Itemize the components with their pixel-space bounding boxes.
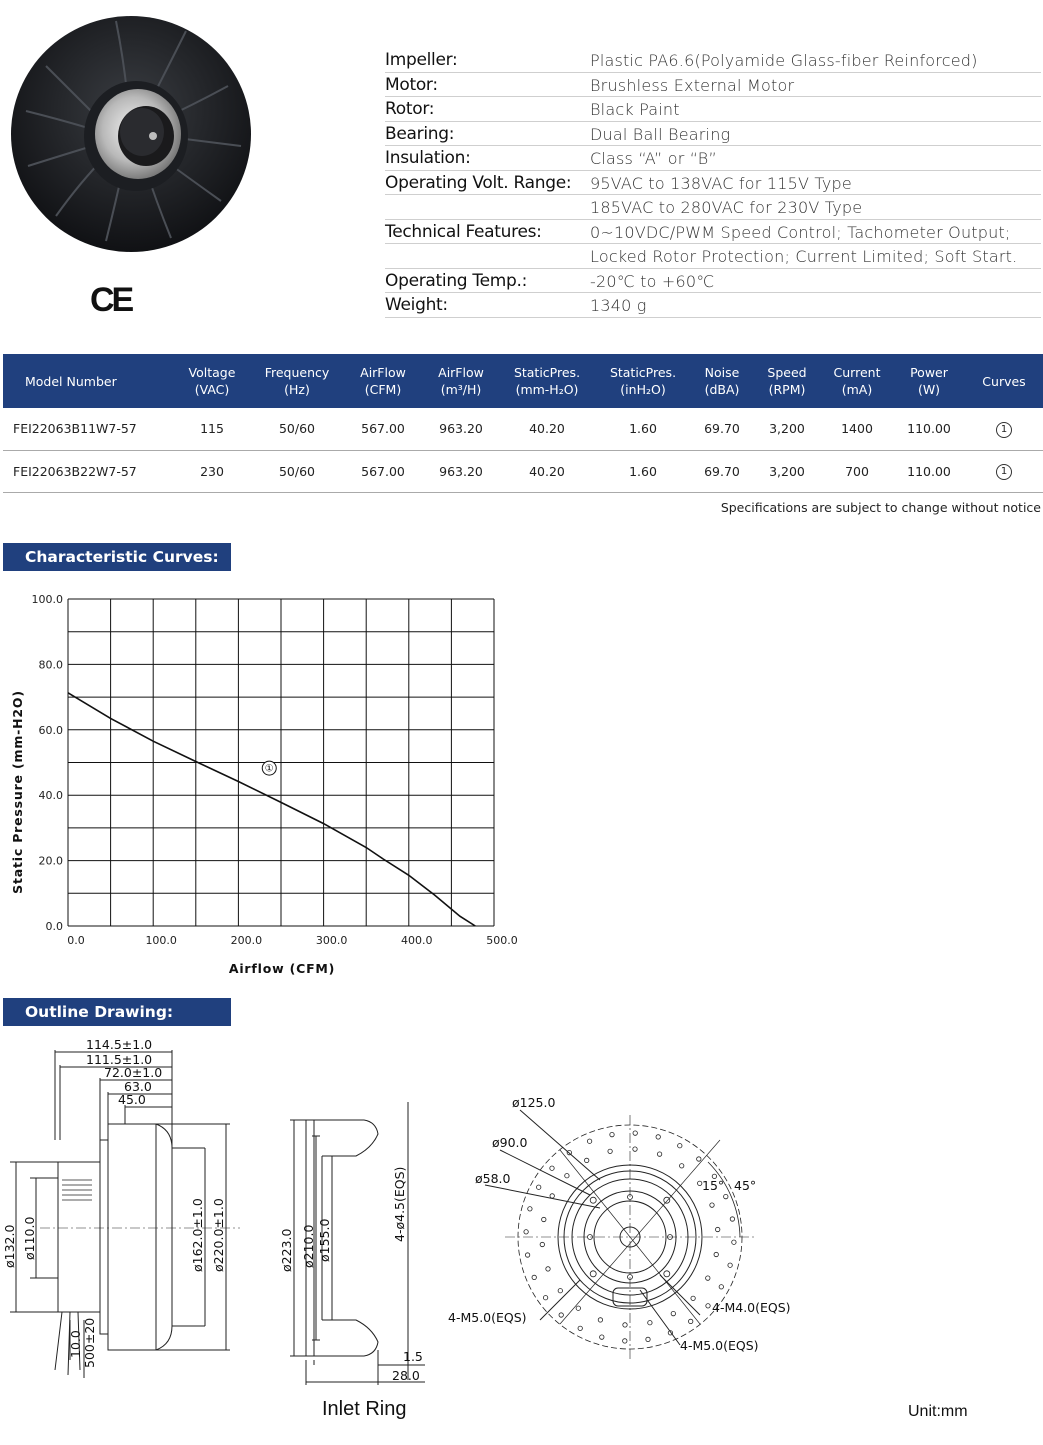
dim-label: 4-ø4.5(EQS) bbox=[392, 1166, 407, 1242]
hole-marker bbox=[565, 1174, 569, 1178]
spec-value: Plastic PA6.6(Polyamide Glass-fiber Reinforced) bbox=[590, 51, 978, 70]
characteristic-curve-chart bbox=[0, 580, 520, 980]
spec-value: 1340 g bbox=[590, 296, 647, 315]
hole-marker bbox=[587, 1139, 591, 1143]
chart-xlabel: Airflow (CFM) bbox=[228, 961, 336, 976]
cell-static-pres-in: 1.60 bbox=[595, 450, 691, 492]
hole-marker bbox=[728, 1263, 732, 1267]
curve-series-line bbox=[68, 693, 475, 926]
hole-marker bbox=[550, 1194, 554, 1198]
hole-marker bbox=[623, 1323, 627, 1327]
table-row bbox=[3, 450, 1043, 492]
header-current: Current (mA) bbox=[821, 354, 893, 408]
spec-value: Black Paint bbox=[590, 100, 680, 119]
dim-label: 111.5±1.0 bbox=[86, 1052, 153, 1067]
cell-static-pres-mm: 40.20 bbox=[499, 450, 595, 492]
header-airflow-m3h: AirFlow (m³/H) bbox=[423, 354, 499, 408]
hole-marker bbox=[646, 1337, 650, 1341]
spec-label: Insulation: bbox=[385, 148, 471, 168]
spec-row bbox=[385, 122, 1041, 147]
hole-marker bbox=[598, 1318, 602, 1322]
spec-value: Dual Ball Bearing bbox=[590, 124, 731, 144]
hole-marker bbox=[656, 1135, 660, 1139]
hole-marker bbox=[610, 1132, 614, 1136]
header-static-pres-mm: StaticPres. (mm-H₂O) bbox=[499, 354, 595, 408]
spec-row bbox=[385, 195, 1041, 220]
outline-drawing bbox=[0, 1030, 1043, 1400]
cell-current: 1400 bbox=[821, 408, 893, 450]
dim-label: ø132.0 bbox=[2, 1224, 17, 1268]
spec-value: Brushless External Motor bbox=[590, 75, 795, 95]
hole-marker bbox=[525, 1253, 529, 1257]
spec-value: 0~10VDC/PWM Speed Control; Tachometer Output; bbox=[590, 222, 1011, 242]
dim-label: 45.0 bbox=[118, 1092, 146, 1107]
cell-frequency: 50/60 bbox=[251, 408, 343, 450]
dim-label: 500±20 bbox=[82, 1317, 97, 1368]
hole-marker bbox=[524, 1230, 528, 1234]
spec-label: Technical Features: bbox=[385, 221, 542, 242]
spec-row bbox=[385, 97, 1041, 122]
dim-label: ø58.0 bbox=[475, 1171, 511, 1186]
header-speed: Speed (RPM) bbox=[753, 354, 821, 408]
x-tick-label: 100.0 bbox=[145, 934, 177, 947]
hole-marker bbox=[730, 1217, 734, 1221]
dim-label: 10.0 bbox=[68, 1330, 83, 1358]
dim-label: 72.0±1.0 bbox=[104, 1065, 163, 1080]
header-static-pres-in: StaticPres. (inH₂O) bbox=[595, 354, 691, 408]
hole-marker bbox=[657, 1152, 661, 1156]
spec-value: Locked Rotor Protection; Current Limited; Soft Start. bbox=[590, 247, 1018, 266]
hole-marker bbox=[528, 1207, 532, 1211]
hole-marker bbox=[590, 1271, 596, 1277]
y-tick-label: 40.0 bbox=[38, 789, 63, 803]
cell-power: 110.00 bbox=[893, 408, 965, 450]
dim-label: ø220.0±1.0 bbox=[211, 1198, 226, 1272]
curve-annotation-label: ① bbox=[264, 763, 274, 775]
spec-row bbox=[385, 73, 1041, 98]
ce-certification-mark: CE bbox=[90, 281, 132, 319]
table-header-row bbox=[3, 354, 1043, 408]
hole-marker bbox=[540, 1242, 544, 1246]
cell-airflow-m3h: 963.20 bbox=[423, 450, 499, 492]
dim-label: ø223.0 bbox=[279, 1228, 294, 1272]
dim-label: 4-M4.0(EQS) bbox=[712, 1300, 791, 1315]
cell-current: 700 bbox=[821, 450, 893, 492]
header-voltage: Voltage (VAC) bbox=[173, 354, 251, 408]
outline-section-title: Outline Drawing: bbox=[3, 998, 231, 1026]
header-frequency: Frequency (Hz) bbox=[251, 354, 343, 408]
model-table bbox=[3, 354, 1043, 493]
spec-label: Operating Volt. Range: bbox=[385, 172, 572, 193]
spec-row bbox=[385, 269, 1041, 294]
cell-frequency: 50/60 bbox=[251, 450, 343, 492]
hole-marker bbox=[691, 1296, 695, 1300]
header-power: Power (W) bbox=[893, 354, 965, 408]
cell-curves bbox=[965, 450, 1043, 492]
spec-row bbox=[385, 220, 1041, 245]
hole-marker bbox=[716, 1227, 720, 1231]
hole-marker bbox=[671, 1311, 675, 1315]
hole-marker bbox=[532, 1275, 536, 1279]
hole-marker bbox=[543, 1296, 547, 1300]
dim-label: ø155.0 bbox=[317, 1218, 332, 1262]
curve-number-badge: 1 bbox=[996, 464, 1012, 480]
hole-marker bbox=[546, 1267, 550, 1271]
dim-label: ø110.0 bbox=[22, 1216, 37, 1260]
spec-label: Bearing: bbox=[385, 123, 455, 144]
x-tick-label: 200.0 bbox=[230, 934, 263, 947]
dim-label: ø125.0 bbox=[512, 1095, 556, 1110]
cell-noise: 69.70 bbox=[691, 408, 753, 450]
hole-marker bbox=[608, 1149, 612, 1153]
chart-ylabel: Static Pressure (mm-H2O) bbox=[10, 690, 25, 894]
hole-marker bbox=[724, 1194, 728, 1198]
dim-label: 28.0 bbox=[392, 1368, 420, 1383]
y-tick-label: 80.0 bbox=[38, 658, 63, 672]
header-model-number: Model Number bbox=[3, 354, 173, 408]
y-tick-label: 100.0 bbox=[31, 593, 63, 606]
hole-marker bbox=[585, 1158, 589, 1162]
spec-row bbox=[385, 146, 1041, 171]
spec-value: Class “A” or “B” bbox=[590, 149, 717, 168]
spec-label: Operating Temp.: bbox=[385, 270, 528, 291]
hole-marker bbox=[578, 1326, 582, 1330]
cell-voltage: 230 bbox=[173, 450, 251, 492]
hole-marker bbox=[537, 1185, 541, 1189]
hole-marker bbox=[550, 1166, 554, 1170]
fan-impeller-photo bbox=[6, 6, 256, 256]
hole-marker bbox=[664, 1271, 670, 1277]
x-tick-label: 400.0 bbox=[401, 934, 433, 947]
spec-label: Rotor: bbox=[385, 99, 435, 119]
hole-marker bbox=[680, 1164, 684, 1168]
cell-curves bbox=[965, 408, 1043, 450]
spec-value: 185VAC to 280VAC for 230V Type bbox=[590, 198, 863, 217]
cell-speed: 3,200 bbox=[753, 450, 821, 492]
unit-caption: Unit:mm bbox=[908, 1403, 968, 1420]
x-tick-label: 500.0 bbox=[486, 934, 518, 947]
cell-model: FEI22063B11W7-57 bbox=[3, 408, 173, 450]
header-noise: Noise (dBA) bbox=[691, 354, 753, 408]
spec-notice: Specifications are subject to change without notice bbox=[720, 500, 1041, 515]
y-tick-label: 0.0 bbox=[45, 920, 63, 933]
curve-number-badge: 1 bbox=[996, 422, 1012, 438]
y-tick-label: 60.0 bbox=[38, 723, 63, 737]
dim-label: ø162.0±1.0 bbox=[190, 1198, 205, 1272]
cell-airflow-cfm: 567.00 bbox=[343, 408, 423, 450]
dim-label: 4-M5.0(EQS) bbox=[680, 1338, 759, 1353]
hole-marker bbox=[623, 1339, 627, 1343]
dim-label: ø210.0 bbox=[301, 1224, 316, 1268]
table-row bbox=[3, 408, 1043, 450]
dim-label: 4-M5.0(EQS) bbox=[448, 1310, 527, 1325]
dim-label: 45° bbox=[734, 1178, 757, 1193]
hole-marker bbox=[697, 1157, 701, 1161]
hole-marker bbox=[600, 1335, 604, 1339]
spec-row bbox=[385, 244, 1041, 269]
header-curves: Curves bbox=[965, 354, 1043, 408]
spec-label: Impeller: bbox=[385, 50, 458, 70]
cell-voltage: 115 bbox=[173, 408, 251, 450]
cell-speed: 3,200 bbox=[753, 408, 821, 450]
cell-static-pres-mm: 40.20 bbox=[499, 408, 595, 450]
cell-noise: 69.70 bbox=[691, 450, 753, 492]
dim-label: 63.0 bbox=[124, 1079, 152, 1094]
hole-marker bbox=[706, 1304, 710, 1308]
hole-marker bbox=[732, 1240, 736, 1244]
spec-row bbox=[385, 48, 1041, 73]
dim-label: ø90.0 bbox=[492, 1135, 528, 1150]
hole-marker bbox=[706, 1276, 710, 1280]
hole-marker bbox=[633, 1131, 637, 1135]
header-airflow-cfm: AirFlow (CFM) bbox=[343, 354, 423, 408]
cell-power: 110.00 bbox=[893, 450, 965, 492]
hole-marker bbox=[590, 1197, 596, 1203]
hole-marker bbox=[633, 1147, 637, 1151]
hole-marker bbox=[719, 1285, 723, 1289]
hole-marker bbox=[648, 1321, 652, 1325]
x-tick-label: 0.0 bbox=[67, 934, 85, 947]
hole-marker bbox=[664, 1197, 670, 1203]
hole-marker bbox=[714, 1252, 718, 1256]
spec-label: Motor: bbox=[385, 74, 438, 95]
spec-row bbox=[385, 171, 1041, 196]
hole-marker bbox=[576, 1306, 580, 1310]
cell-airflow-cfm: 567.00 bbox=[343, 450, 423, 492]
y-tick-label: 20.0 bbox=[38, 854, 63, 868]
hole-marker bbox=[710, 1203, 714, 1207]
spec-row bbox=[385, 293, 1041, 318]
hole-marker bbox=[689, 1319, 693, 1323]
spec-value: -20℃ to +60℃ bbox=[590, 271, 715, 291]
dim-label: 114.5±1.0 bbox=[86, 1037, 153, 1052]
x-tick-label: 300.0 bbox=[315, 934, 348, 947]
cell-static-pres-in: 1.60 bbox=[595, 408, 691, 450]
hole-marker bbox=[542, 1217, 546, 1221]
spec-value: 95VAC to 138VAC for 115V Type bbox=[590, 173, 852, 193]
spec-label: Weight: bbox=[385, 295, 448, 315]
hole-marker bbox=[678, 1144, 682, 1148]
cell-model: FEI22063B22W7-57 bbox=[3, 450, 173, 492]
hole-marker bbox=[558, 1289, 562, 1293]
hole-marker bbox=[559, 1313, 563, 1317]
dim-label: 15° bbox=[702, 1178, 725, 1193]
cell-airflow-m3h: 963.20 bbox=[423, 408, 499, 450]
spec-list bbox=[385, 48, 1041, 318]
curves-section-title: Characteristic Curves: bbox=[3, 543, 231, 571]
inlet-ring-caption: Inlet Ring bbox=[322, 1398, 407, 1420]
dim-label: 1.5 bbox=[403, 1349, 423, 1364]
